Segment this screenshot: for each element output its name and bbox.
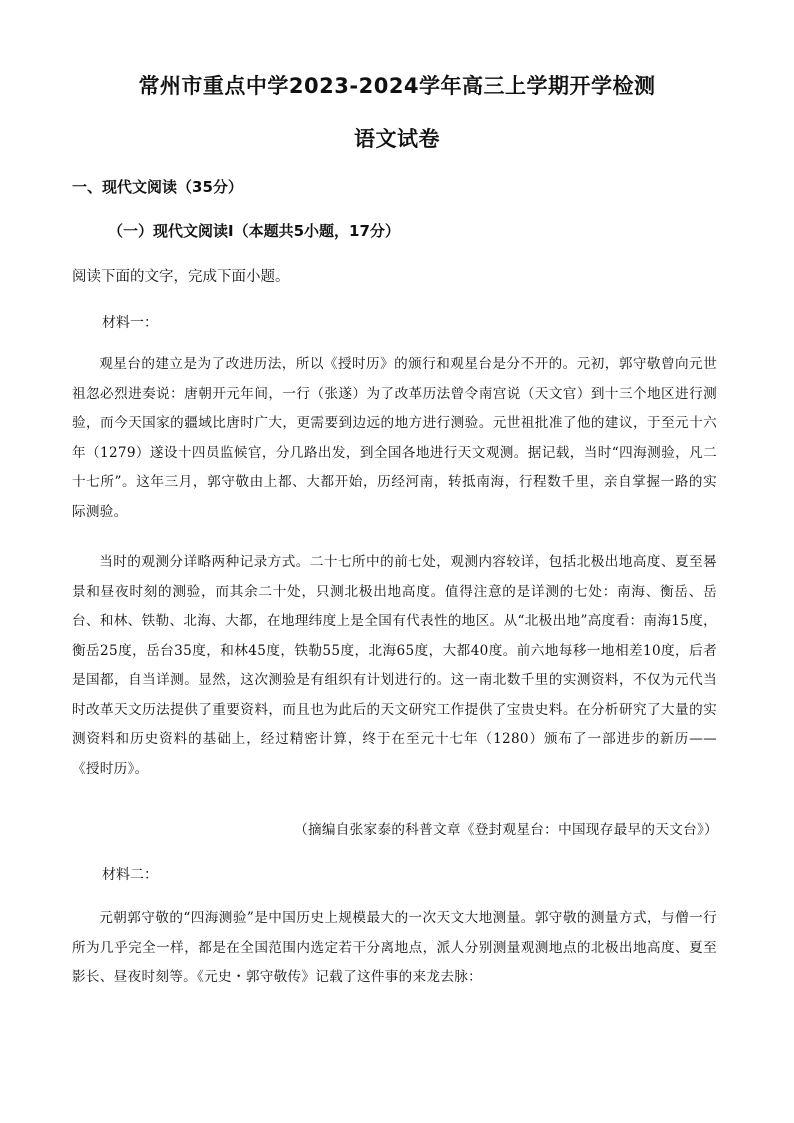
material-one-paragraph-2: 当时的观测分详略两种记录方式。二十七所中的前七处，观测内容较详，包括北极出地高度、夏至晷景和昼夜时刻的测验，而其余二十处，只测北极出地高度。值得注意的是详测的七处：南海、衡岳、岳台、和林、铁勒、北海、大都，在地理纬度上是全国有代表性的地区。从“北极出地”高度看：南海15度，衡岳25度，岳台35度，和林45度，铁勒55度，北海65度，大都40度。前六地每移一地相差10度，后者是国都，自当详测。显然，这次测验是有组织有计划进行的。这一南北数千里的实测资料，不仅为元代当时改革天文历法提供了重要资料，而且也为此后的天文研究工作提供了宝贵史料。在分析研究了大量的实测资料和历史资料的基础上，经过精密计算，终于在至元十七年（1280）颁布了一部进步的新历——《授时历》。: [72, 554, 717, 777]
reading-instruction: 阅读下面的文字，完成下面小题。: [72, 269, 290, 285]
section-heading: 一、现代文阅读（35分）: [72, 178, 243, 196]
material-one-paragraph-1: 观星台的建立是为了改进历法，所以《授时历》的颁行和观星台是分不开的。元初，郭守敬曾向元世祖忽必烈进奏说：唐朝开元年间，一行（张遂）为了改革历法曾令南宫说（天文官）到十三个地区进行测验，而今天国家的疆域比唐时广大，更需要到边远的地方进行测验。元世祖批准了他的建议，于至元十六年（1279）遂设十四员监候官，分几路出发，到全国各地进行天文观测。据记载，当时“四海测验，凡二十七所”。这年三月，郭守敬由上都、大都开始，历经河南，转抵南海，行程数千里，亲自掌握一路的实际测验。: [72, 356, 717, 520]
material-one-label: 材料一：: [102, 315, 158, 331]
subsection-heading: （一）现代文阅读Ⅰ（本题共5小题，17分）: [108, 222, 400, 240]
document-subtitle: 语文试卷: [354, 127, 440, 151]
material-one-source: （摘编自张家泰的科普文章《登封观星台：中国现存最早的天文台》）: [294, 822, 718, 838]
material-two-paragraph-1: 元朝郭守敬的“四海测验”是中国历史上规模最大的一次天文大地测量。郭守敬的测量方式，与僧一行所为几乎完全一样，都是在全国范围内选定若干分离地点，派人分别测量观测地点的北极出地高度、夏至影长、昼夜时刻等。《元史・郭守敬传》记载了这件事的来龙去脉：: [72, 910, 717, 985]
material-two-label: 材料二：: [102, 867, 158, 883]
document-title: 常州市重点中学2023-2024学年高三上学期开学检测: [138, 74, 656, 98]
